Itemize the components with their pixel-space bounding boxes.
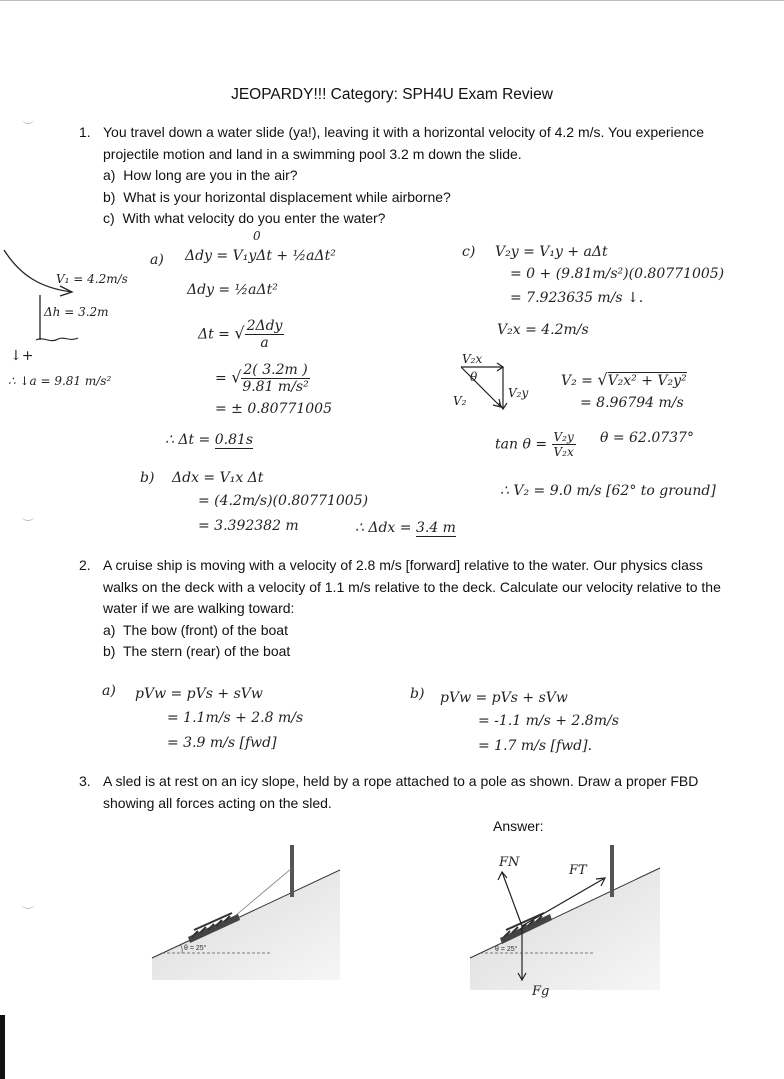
q3-text-line2: showing all forces acting on the sled. — [103, 795, 332, 811]
hw-c-tri-hyp: V₂ — [453, 394, 467, 408]
q2-part-a-text: The bow (front) of the boat — [122, 622, 288, 638]
fbd-label-fg: Fg — [532, 984, 550, 999]
hw-c-result: ∴ V₂ = 9.0 m/s [62° to ground] — [500, 483, 716, 499]
hw-c-mag-radicand: V₂x² + V₂y² — [607, 373, 687, 389]
hw-c-tan-den: V₂x — [553, 445, 574, 459]
q2-number: 2. — [79, 557, 91, 573]
q1-text-line1: You travel down a water slide (ya!), leaving it with a horizontal velocity of 4.2 m/s. You experience — [103, 124, 705, 140]
hw-a-line1: Δdy = V₁yΔt + ½aΔt² — [185, 248, 336, 264]
scan-top-edge — [0, 0, 784, 1]
angle-label-1: θ = 25° — [184, 945, 207, 952]
hw-a-line5: = ± 0.80771005 — [215, 401, 332, 417]
hw-c-tan-num: V₂y — [553, 430, 574, 444]
q2-part-a — [103, 619, 288, 641]
hw-q2b-line1: pVw = pVs + sVw — [440, 690, 568, 706]
hw-q2a-line3: = 3.9 m/s [fwd] — [167, 735, 277, 751]
hw-a-line4-eq: = — [215, 370, 227, 387]
fbd-label-ft: FT — [569, 863, 587, 878]
hw-q2a-line2: = 1.1m/s + 2.8 m/s — [167, 710, 304, 726]
hw-c-label: c) — [462, 244, 476, 260]
q3-number: 3. — [79, 773, 91, 789]
hw-a-line4-den: 9.81 m/s² — [242, 379, 309, 395]
hw-a-label: a) — [150, 252, 164, 268]
q1-part-b — [103, 186, 451, 208]
hw-q2b-label: b) — [410, 686, 425, 702]
hw-b-result-value: 3.4 m — [415, 520, 456, 536]
q1-part-b-text: What is your horizontal displacement while airborne? — [123, 189, 451, 205]
angle-label-2: θ = 25° — [495, 946, 518, 953]
q1-part-b-label: b) — [103, 189, 116, 205]
hw-a-line4-num: 2( 3.2m ) — [243, 362, 308, 378]
hw-b-line3: = 3.392382 m — [198, 518, 299, 534]
hw-q2a-line1: pVw = pVs + sVw — [135, 686, 263, 702]
q2-text-line1: A cruise ship is moving with a velocity of 2.8 m/s [forward] relative to the water. Our physics class — [103, 557, 703, 573]
hw-acceleration: ∴ ↓a = 9.81 m/s² — [8, 374, 112, 388]
hw-q2b-line2: = -1.1 m/s + 2.8m/s — [478, 713, 619, 729]
hw-q2a-label: a) — [102, 683, 116, 699]
hw-b-line1: Δdx = V₁x Δt — [172, 470, 264, 486]
q1-part-c-text: With what velocity do you enter the water? — [122, 210, 386, 226]
hw-c-mag-lhs: V₂ = — [561, 373, 593, 389]
hw-a-line3: Δt = √ $\frac{\text{2Δdy}}{a}$ — [198, 318, 283, 351]
q2-part-a-label: a) — [103, 622, 116, 638]
q1-part-a — [103, 164, 298, 186]
hw-c-theta: θ = 62.0737° — [600, 430, 694, 446]
hw-delta-h: Δh = 3.2m — [44, 305, 109, 319]
hw-a-line3-num: 2Δdy — [246, 318, 283, 334]
q2-text-line2: walks on the deck with a velocity of 1.1 m/s relative to the deck. Calculate our velocity relative to the — [103, 579, 721, 595]
normal-force-arrow — [498, 872, 522, 926]
hw-v1: V₁ = 4.2m/s — [56, 272, 128, 286]
binder-hole-mark — [22, 512, 34, 521]
hw-c-mag-result: = 8.96794 m/s — [580, 395, 684, 411]
page-title: JEOPARDY!!! Category: SPH4U Exam Review — [231, 86, 553, 103]
q2-part-b — [103, 640, 290, 662]
hw-c-tri-top: V₂x — [462, 352, 483, 366]
q1-part-a-text: How long are you in the air? — [123, 167, 298, 183]
hw-c-line3: = 7.923635 m/s ↓. — [510, 290, 644, 306]
hw-a-result-value: 0.81s — [214, 432, 254, 448]
q2-part-b-label: b) — [103, 643, 116, 659]
hw-a-line3-den: a — [260, 335, 269, 351]
q1-part-c-label: c) — [103, 210, 115, 226]
hw-c-line1: V₂y = V₁y + aΔt — [495, 244, 608, 260]
hw-c-tri-side: V₂y — [508, 386, 529, 400]
hw-b-line2: = (4.2m/s)(0.80771005) — [198, 493, 369, 509]
hw-b-result — [355, 520, 456, 536]
hw-a-line4: = √ $\frac{2( 3.2m )}{\text{9.81 m/s²}}$ — [215, 362, 309, 395]
hw-c-magnitude: V₂ = √V₂x² + V₂y² — [561, 370, 687, 389]
hw-c-tan — [495, 430, 576, 459]
hw-a-result-pre: ∴ Δt = — [165, 432, 211, 448]
slide-sketch — [0, 240, 140, 350]
hw-a-result — [165, 432, 253, 448]
q3-answer-label: Answer: — [493, 818, 544, 834]
hw-q2b-line3: = 1.7 m/s [fwd]. — [478, 738, 593, 754]
hw-a-zero: 0 — [253, 229, 261, 243]
hw-b-result-pre: ∴ Δdx = — [355, 520, 412, 536]
q2-text-line3: water if we are walking toward: — [103, 600, 295, 616]
hw-c-tan-pre: tan θ = — [495, 436, 548, 453]
binder-hole-mark — [22, 115, 34, 124]
scan-edge-shadow — [0, 1015, 5, 1079]
hw-c-tri-theta: θ — [470, 370, 478, 384]
q1-text-line2: projectile motion and land in a swimming pool 3.2 m down the slide. — [103, 146, 522, 162]
pole — [290, 845, 294, 897]
hw-direction: ↓+ — [10, 348, 34, 364]
fbd-label-fn: FN — [499, 855, 520, 870]
pole-fbd — [610, 845, 614, 897]
hw-a-line3-lhs: Δt = — [198, 326, 230, 343]
q2-part-b-text: The stern (rear) of the boat — [122, 643, 291, 659]
fbd-answer-diagram — [455, 840, 715, 1010]
q1-part-c — [103, 207, 385, 229]
binder-hole-mark — [22, 900, 34, 909]
q1-part-a-label: a) — [103, 167, 116, 183]
hw-c-line4: V₂x = 4.2m/s — [497, 322, 589, 338]
sled-slope-diagram — [140, 840, 340, 980]
q1-number: 1. — [79, 124, 91, 140]
q3-text-line1: A sled is at rest on an icy slope, held by a rope attached to a pole as shown. Draw a proper FBD — [103, 773, 699, 789]
hw-b-label: b) — [140, 470, 155, 486]
hw-a-line2: Δdy = ½aΔt² — [187, 282, 278, 298]
hw-c-line2: = 0 + (9.81m/s²)(0.80771005) — [510, 266, 725, 282]
